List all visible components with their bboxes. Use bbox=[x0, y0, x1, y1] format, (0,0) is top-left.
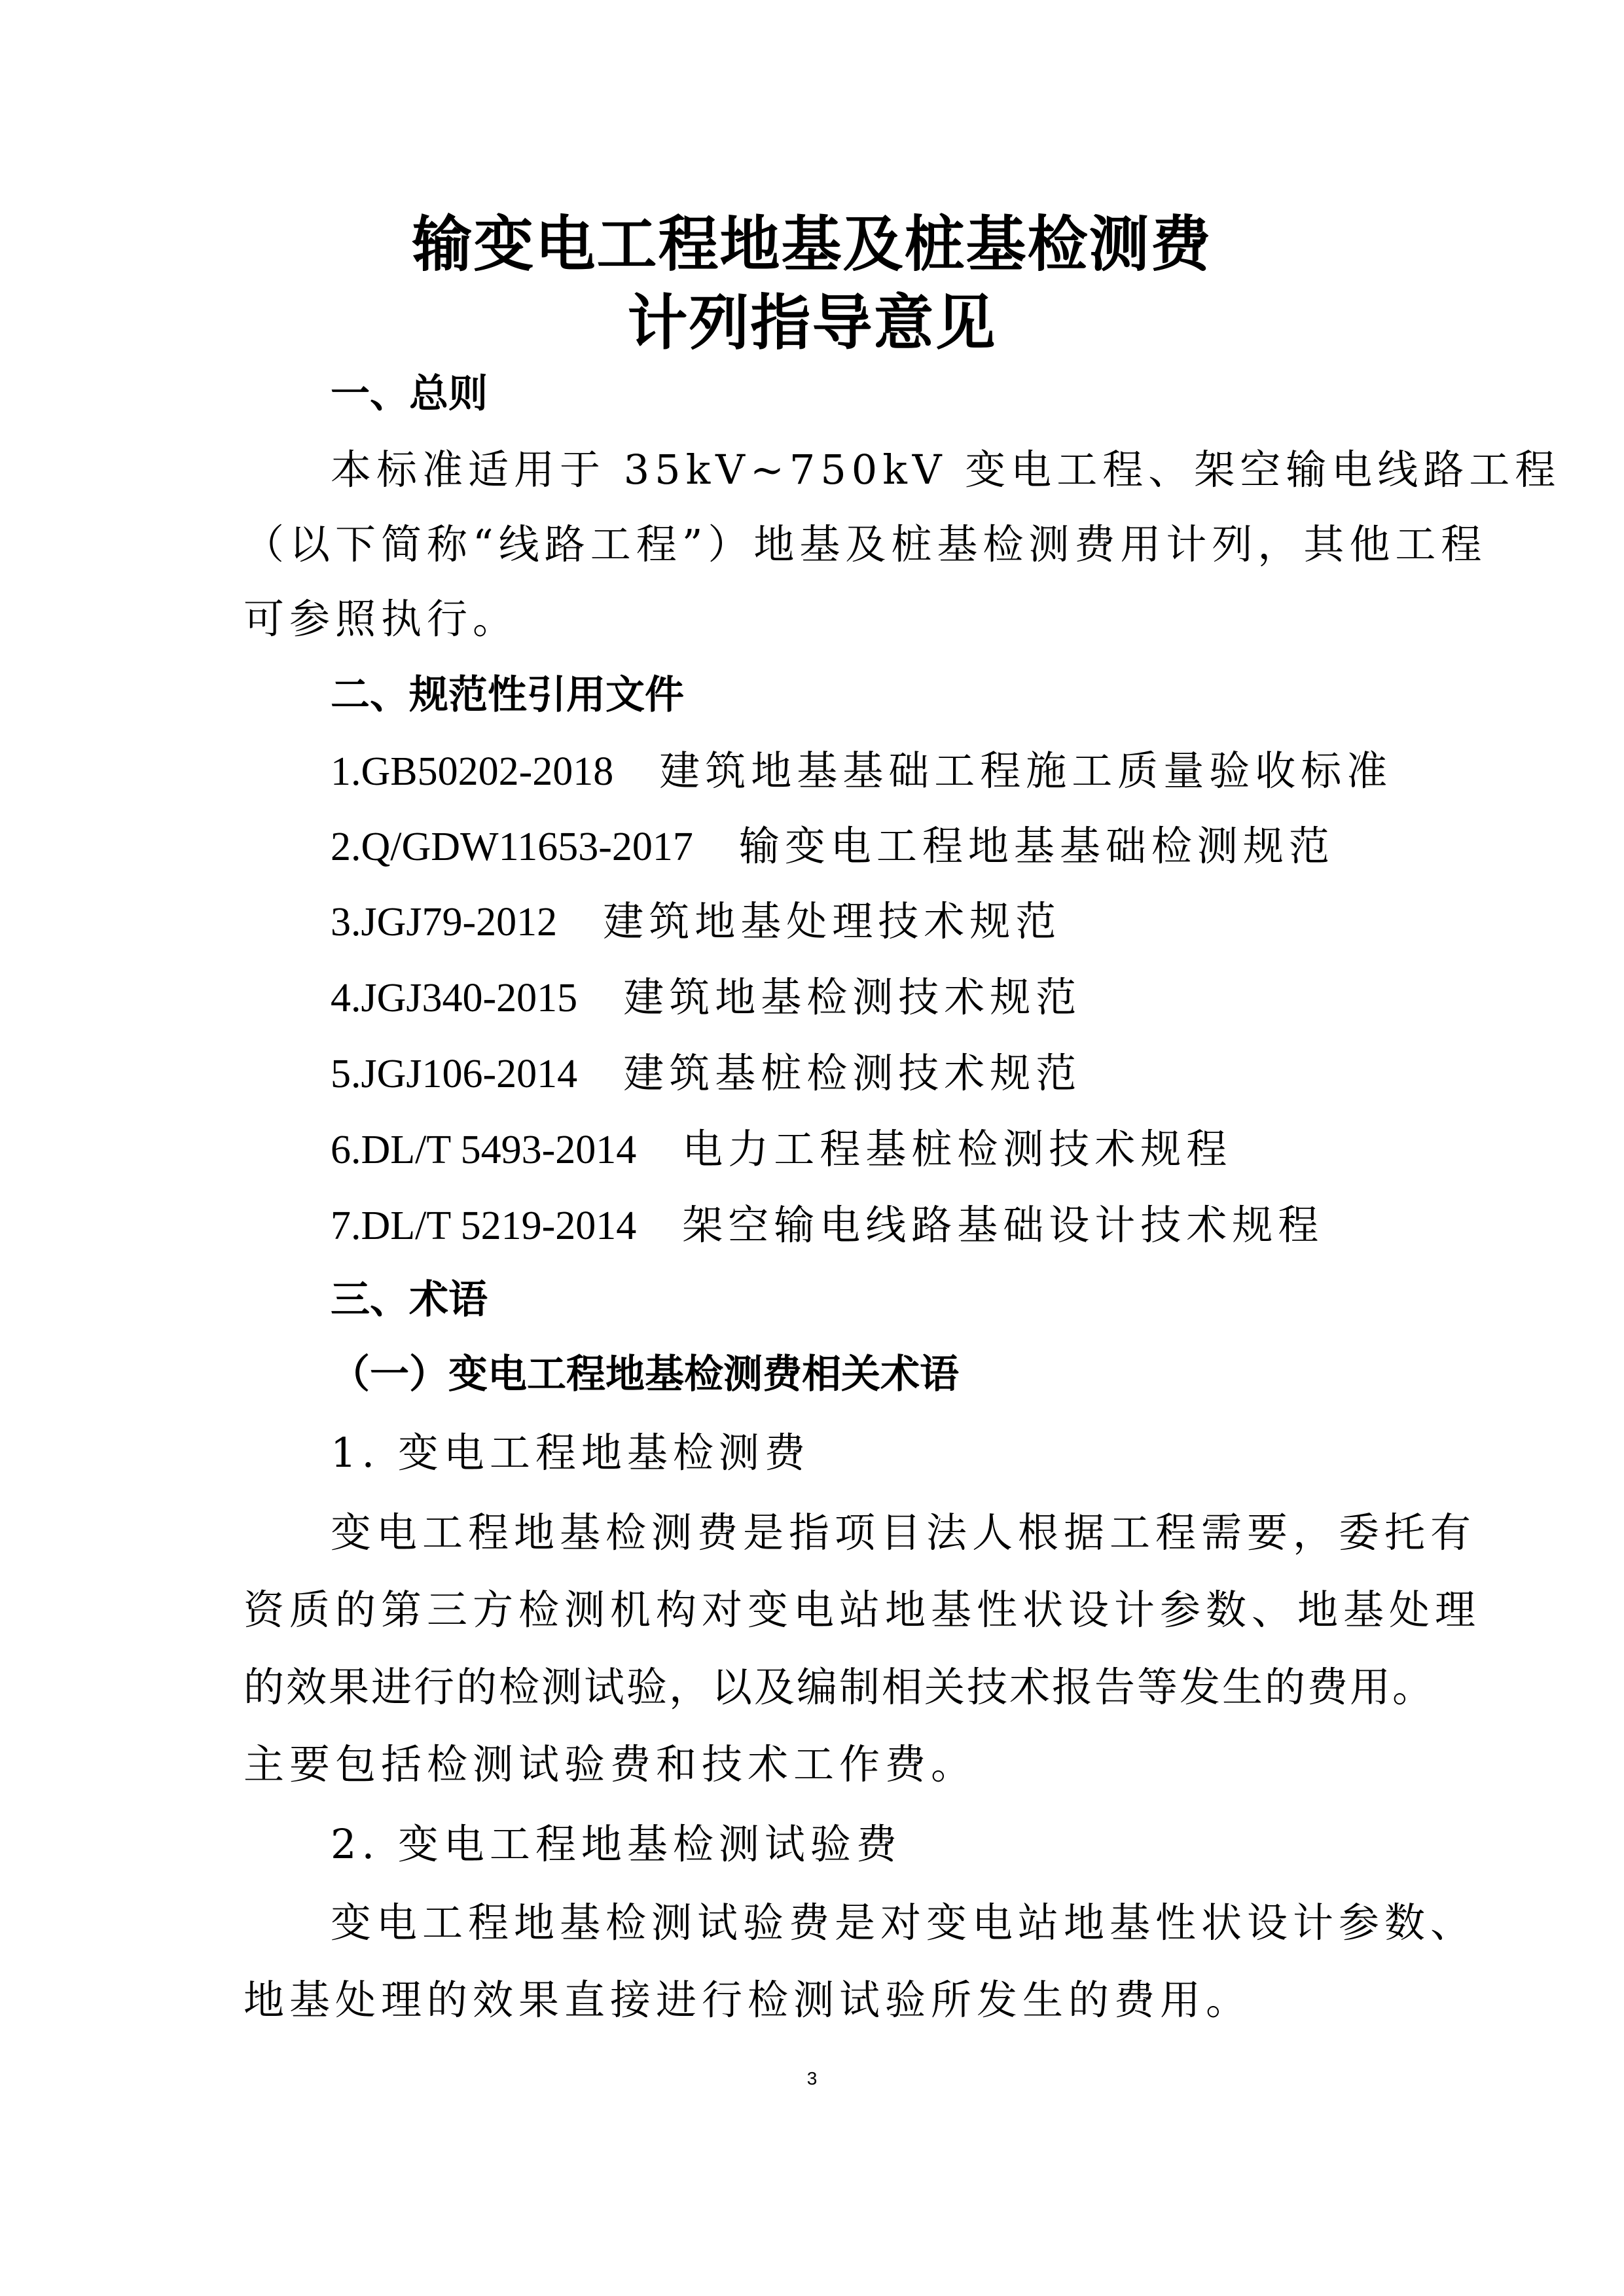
reference-code: 6.DL/T 5493-2014 bbox=[331, 1128, 637, 1172]
reference-item bbox=[331, 1123, 1232, 1175]
subsection-heading: （一）变电工程地基检测费相关术语 bbox=[331, 1352, 959, 1397]
reference-item bbox=[331, 820, 1335, 872]
reference-name: 输变电工程地基基础检测规范 bbox=[738, 822, 1335, 870]
reference-code: 2.Q/GDW11653-2017 bbox=[331, 825, 693, 869]
reference-name: 架空输电线路基础设计技术规程 bbox=[682, 1201, 1324, 1249]
paragraph-line: 地基处理的效果直接进行检测试验所发生的费用。 bbox=[244, 1976, 1252, 2024]
paragraph-line: 的效果进行的检测试验，以及编制相关技术报告等发生的费用。 bbox=[244, 1663, 1435, 1711]
reference-code: 3.JGJ79-2012 bbox=[331, 900, 558, 944]
term-title: 2. 变电工程地基检测试验费 bbox=[331, 1820, 902, 1868]
reference-item bbox=[331, 1199, 1324, 1251]
reference-name: 建筑地基检测技术规范 bbox=[623, 973, 1082, 1021]
paragraph-line: 变电工程地基检测试验费是对变电站地基性状设计参数、 bbox=[331, 1899, 1477, 1946]
paragraph-line: （以下简称“线路工程”）地基及桩基检测费用计列，其他工程 bbox=[244, 520, 1487, 568]
paragraph-line: 可参照执行。 bbox=[244, 595, 519, 643]
reference-code: 1.GB50202-2018 bbox=[331, 749, 614, 794]
document-title-line2: 计列指导意见 bbox=[627, 287, 997, 358]
reference-code: 4.JGJ340-2015 bbox=[331, 976, 578, 1020]
reference-name: 建筑基桩检测技术规范 bbox=[623, 1049, 1082, 1097]
reference-item bbox=[331, 745, 1392, 797]
reference-item bbox=[331, 971, 1081, 1024]
reference-item bbox=[331, 1047, 1081, 1100]
paragraph-line: 资质的第三方检测机构对变电站地基性状设计参数、地基处理 bbox=[244, 1586, 1481, 1634]
term-title: 1. 变电工程地基检测费 bbox=[331, 1429, 810, 1477]
reference-code: 5.JGJ106-2014 bbox=[331, 1052, 578, 1096]
paragraph-line: 本标准适用于 35kV~750kV 变电工程、架空输电线路工程 bbox=[331, 446, 1561, 493]
section-heading-general: 一、总则 bbox=[331, 371, 488, 417]
reference-code: 7.DL/T 5219-2014 bbox=[331, 1204, 637, 1248]
reference-name: 建筑地基处理技术规范 bbox=[603, 897, 1062, 945]
reference-item bbox=[331, 895, 1061, 948]
reference-name: 建筑地基基础工程施工质量验收标准 bbox=[659, 747, 1393, 795]
paragraph-line: 主要包括检测试验费和技术工作费。 bbox=[244, 1740, 977, 1788]
document-title-line1: 输变电工程地基及桩基检测费 bbox=[412, 209, 1212, 279]
reference-name: 电力工程基桩检测技术规程 bbox=[682, 1125, 1233, 1173]
page-number: 3 bbox=[806, 2068, 818, 2089]
paragraph-line: 变电工程地基检测费是指项目法人根据工程需要，委托有 bbox=[331, 1509, 1477, 1556]
section-heading-references: 二、规范性引用文件 bbox=[331, 672, 684, 718]
section-heading-terms: 三、术语 bbox=[331, 1277, 488, 1323]
